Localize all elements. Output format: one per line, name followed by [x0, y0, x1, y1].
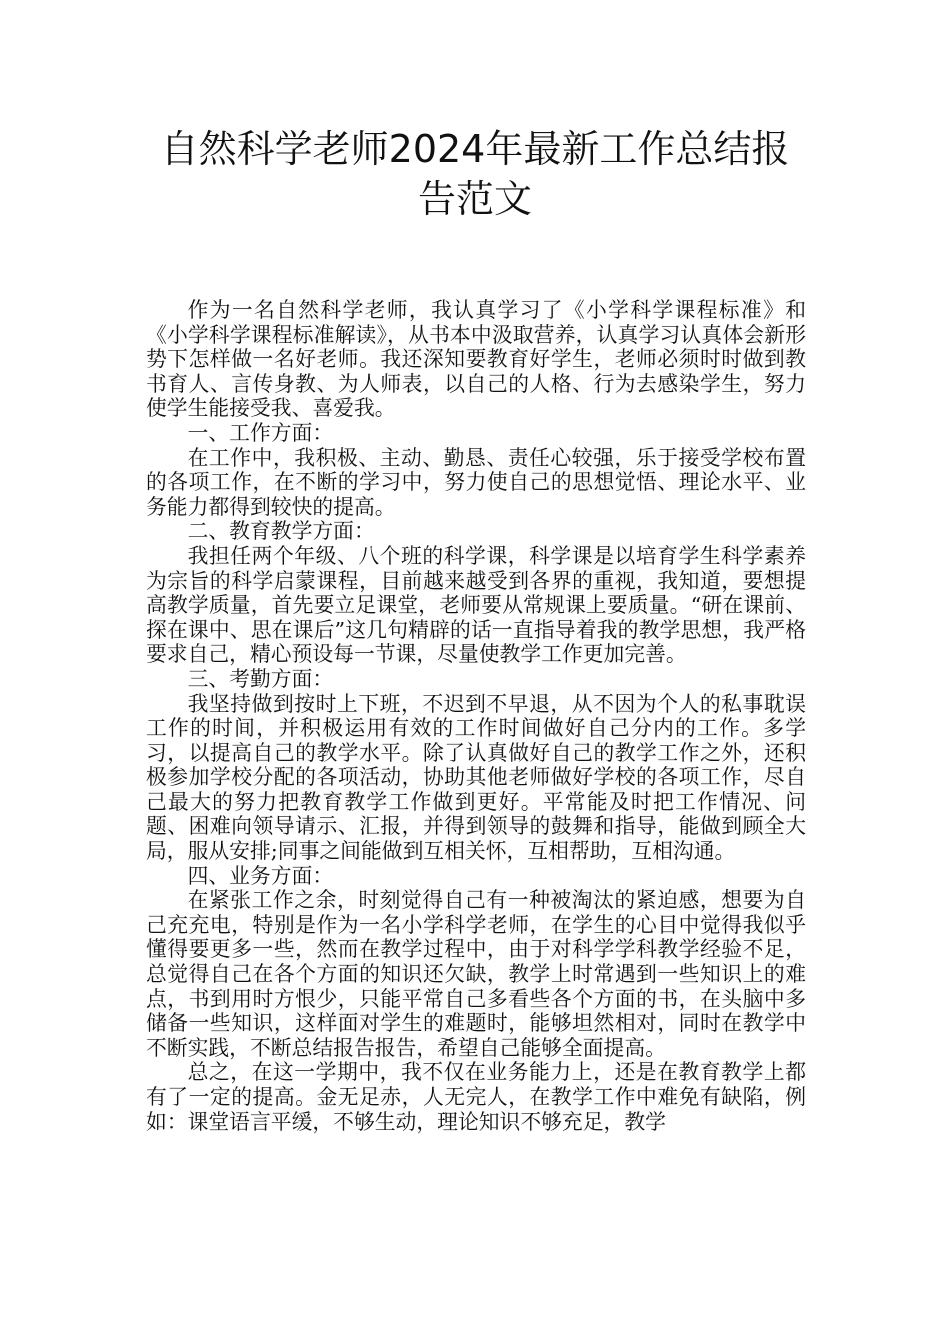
professional-paragraph: 在紧张工作之余，时刻觉得自己有一种被淘汰的紧迫感，想要为自己充充电，特别是作为一名小学科学老师，在学生的心目中觉得我似乎懂得要更多一些，然而在教学过程中，由于对科学学科教学经验不足，总觉得自己在各个方面的知识还欠缺，教学上时常遇到一些知识上的难点，书到用时方恨少，只能平常自己多看些各个方面的书，在头脑中多储备一些知识，这样面对学生的难题时，能够坦然相对，同时在教学中不断实践，不断总结报告报告，希望自己能够全面提高。	[146, 888, 806, 1060]
section-heading-attendance: 三、考勤方面：	[187, 666, 334, 691]
document-title	[0, 124, 950, 224]
summary-paragraph: 总之，在这一学期中，我不仅在业务能力上，还是在教育教学上都有了一定的提高。金无足赤，人无完人，在教学工作中难免有缺陷，例如：课堂语言平缓，不够生动，理论知识不够充足，教学	[146, 1060, 806, 1134]
title-line-2: 告范文	[417, 177, 532, 221]
section-heading-work: 一、工作方面：	[187, 420, 334, 445]
section-heading-teaching: 二、教育教学方面：	[187, 519, 375, 544]
intro-paragraph: 作为一名自然科学老师，我认真学习了《小学科学课程标准》和《小学科学课程标准解读》，从书本中汲取营养，认真学习认真体会新形势下怎样做一名好老师。我还深知要教育好学生，老师必须时时做到教书育人、言传身教、为人师表，以自己的人格、行为去感染学生，努力使学生能接受我、喜爱我。	[146, 298, 806, 421]
section-heading-professional: 四、业务方面：	[187, 863, 334, 888]
document-body	[146, 298, 806, 1134]
title-line-1: 自然科学老师2024年最新工作总结报	[160, 127, 790, 171]
teaching-paragraph: 我担任两个年级、八个班的科学课，科学课是以培育学生科学素养为宗旨的科学启蒙课程，目前越来越受到各界的重视，我知道，要想提高教学质量，首先要立足课堂，老师要从常规课上要质量。“研在课前、探在课中、思在课后”这几句精辟的话一直指导着我的教学思想，我严格要求自己，精心预设每一节课，尽量使教学工作更加完善。	[146, 543, 806, 667]
attendance-paragraph: 我坚持做到按时上下班，不迟到不早退，从不因为个人的私事耽误工作的时间，并积极运用有效的工作时间做好自己分内的工作。多学习，以提高自己的教学水平。除了认真做好自己的教学工作之外，还积极参加学校分配的各项活动，协助其他老师做好学校的各项工作，尽自己最大的努力把教育教学工作做到更好。平常能及时把工作情况、问题、困难向领导请示、汇报，并得到领导的鼓舞和指导，能做到顾全大局，服从安排;同事之间能做到互相关怀，互相帮助，互相沟通。	[146, 691, 806, 864]
work-paragraph: 在工作中，我积极、主动、勤恳、责任心较强，乐于接受学校布置的各项工作，在不断的学习中，努力使自己的思想觉悟、理论水平、业务能力都得到较快的提高。	[146, 445, 806, 519]
